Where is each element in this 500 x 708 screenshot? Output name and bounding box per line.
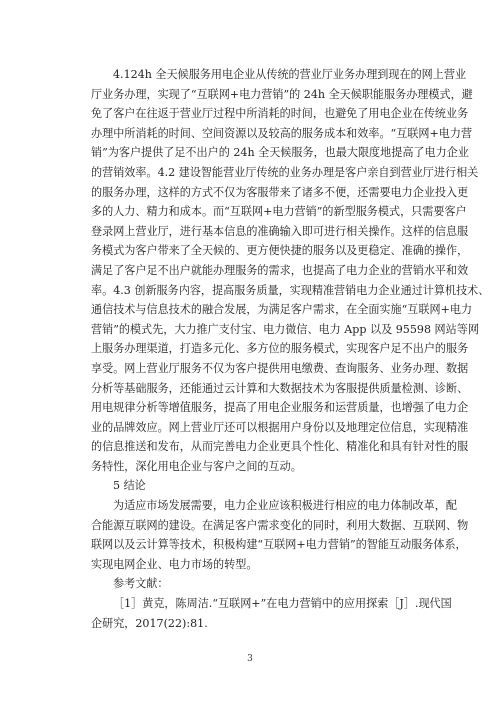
text-line: 4.124h 全天候服务用电企业从传统的营业厅业务办理到现在的网上营业 <box>113 68 467 81</box>
body-text <box>91 65 490 633</box>
text-line: 的营销效率。4.2 建设智能营业厅传统的业务办理是客户亲自到营业厅进行相关 <box>91 165 479 179</box>
text-line: 多的人力、精力和成本。而“互联网+电力营销”的新型服务模式，只需要客户 <box>91 205 467 219</box>
text-line: 销”为客户提供了足不出户的 24h 全天候服务，也最大限度地提高了电力企业 <box>91 146 469 160</box>
text-line: 登录网上营业厅，进行基本信息的准确输入即可进行相关操作。这样的信息服 <box>91 224 469 238</box>
text-line: 5 结论 <box>113 479 146 493</box>
text-line: 合能源互联网的建设。在满足客户需求变化的同时，利用大数据、互联网、物 <box>91 518 469 532</box>
text-line: 实现电网企业、电力市场的转型。 <box>91 557 258 571</box>
text-line: 的服务办理，这样的方式不仅为客服带来了诸多不便，还需要电力企业投入更 <box>91 185 469 199</box>
text-line: 为适应市场发展需要，电力企业应该积极进行相应的电力体制改革，配 <box>113 499 457 513</box>
text-line: 联网以及云计算等技术，积极构建“互联网+电力营销”的智能互动服务体系， <box>91 538 467 552</box>
text-line: 用电规律分析等增值服务，提高了用电企业服务和运营质量，也增强了电力企 <box>91 401 469 415</box>
text-line: 上服务办理渠道，打造多元化、多方位的服务模式，实现客户足不出户的服务 <box>91 342 469 356</box>
text-line: 满足了客户足不出户就能办理服务的需求，也提高了电力企业的营销水平和效 <box>91 263 469 277</box>
text-line: 务模式为客户带来了全天候的、更方便快捷的服务以及更稳定、准确的操作， <box>91 244 469 258</box>
text-line: 通信技术与信息技术的融合发展，为满足客户需求，在全面实施“互联网+电力 <box>91 303 473 317</box>
text-line: 免了客户在往返于营业厅过程中所消耗的时间，也避免了用电企业在传统业务 <box>91 107 469 121</box>
text-line: 享受。网上营业厅服务不仅为客户提供用电缴费、查询服务、业务办理、数据 <box>91 361 469 375</box>
text-line: ［1］黄克，陈周洁.“互联网+”在电力营销中的应用探索［J］.现代国 <box>113 597 452 611</box>
text-line: 企研究，2017(22):81. <box>91 616 208 630</box>
text-line: 率。4.3 创新服务内容，提高服务质量，实现精准营销电力企业通过计算机技术、 <box>91 283 490 297</box>
text-line: 务特性，深化用电企业与客户之间的互动。 <box>91 459 302 473</box>
text-line: 分析等基础服务，还能通过云计算和大数据技术为客服提供质量检测、诊断、 <box>91 381 469 395</box>
text-line: 营销”的模式先，大力推广支付宝、电力微信、电力 App 以及 95598 网站等网 <box>91 322 479 336</box>
text-line: 参考文献： <box>113 577 169 591</box>
text-line: 业的品牌效应。网上营业厅还可以根据用户身份以及地理定位信息，实现精准 <box>91 420 469 434</box>
page-number: 3 <box>247 654 253 664</box>
text-line: 厅业务办理，实现了“互联网+电力营销”的 24h 全天候职能服务办理模式，避 <box>91 87 473 101</box>
text-line: 的信息推送和发布，从而完善电力企业更具个性化、精准化和具有针对性的服 <box>91 440 469 454</box>
text-line: 办理中所消耗的时间、空间资源以及较高的服务成本和效率。“互联网+电力营 <box>91 126 473 140</box>
